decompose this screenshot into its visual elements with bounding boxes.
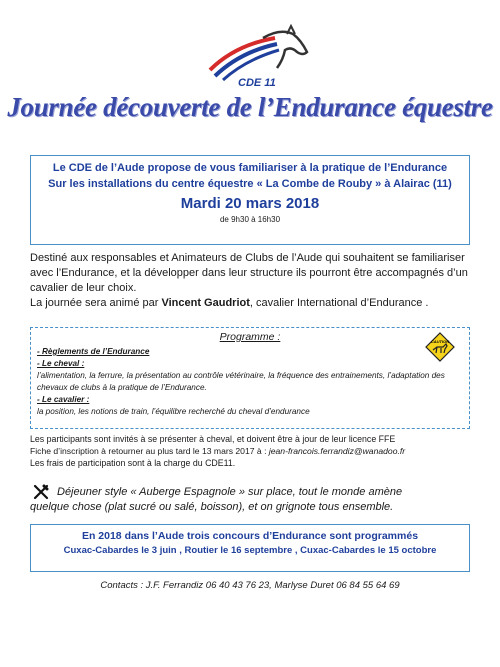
caution-horse-sign-icon [425,332,455,362]
intro-paragraph [30,251,470,311]
programme-horse-details: l’alimentation, la ferrure, la présentation au contrôle vétérinaire, la fréquence des entrainements, l’adaptation des chevaux de clubs à la pratique de l’Endurance. [37,371,445,392]
programme-item-horse: - Le cheval : [37,359,85,368]
participants-line-1: Les participants sont invités à se présenter à cheval, et doivent être à jour de leur licence FFE [30,434,396,444]
info-line-2: Sur les installations du centre équestre « La Combe de Rouby » à Alairac (11) [48,178,452,190]
concours-title: En 2018 dans l’Aude trois concours d’Endurance sont programmés [81,530,419,542]
intro-animator-line [30,296,470,311]
animator-prefix: La journée sera animé par [30,297,162,309]
concours-details: Cuxac-Cabardes le 3 juin , Routier le 16 septembre , Cuxac-Cabardes le 15 octobre [63,545,437,556]
participants-line-2 [30,445,475,457]
programme-item-rules: - Règlements de l’Endurance [37,347,150,356]
event-hours: de 9h30 à 16h30 [219,215,281,224]
registration-text: Fiche d’inscription à retourner au plus tard le 13 mars 2017 à : [30,446,269,456]
lunch-line-2: quelque chose (plat sucré ou salé, boisson), et on grignote tous ensemble. [30,501,394,513]
intro-text: Destiné aux responsables et Animateurs de Clubs de l’Aude qui souhaitent se familiariser avec l’Endurance, et la développer dans leur structure ils pourront être accompagnés d’un cavalier de leur choix. [30,252,468,294]
programme-title: Programme : [219,331,281,343]
event-date: Mardi 20 mars 2018 [180,195,320,212]
programme-rider-details: la position, les notions de train, l’équilibre recherché du cheval d’endurance [37,407,310,416]
lunch-info [30,485,475,515]
programme-item-rider: - Le cavalier : [37,395,90,404]
participants-info [30,433,475,469]
page-title: Journée découverte de l’Endurance équestre [7,92,493,122]
lunch-line-1: Déjeuner style « Auberge Espagnole » sur place, tout le monde amène [57,486,403,498]
concours-box [30,524,470,572]
animator-suffix: , cavalier International d’Endurance . [249,297,429,309]
contact-email-link[interactable]: jean-francois.ferrandiz@wanadoo.fr [268,446,406,456]
logo-label: CDE 11 [238,77,276,89]
contacts-line: Contacts : J.F. Ferrandiz 06 40 43 76 23, Marlyse Duret 06 84 55 64 69 [100,580,400,591]
info-line-1: Le CDE de l’Aude propose de vous familiariser à la pratique de l’Endurance [52,162,448,174]
caution-label: CAUTION [430,339,450,344]
animator-name: Vincent Gaudriot [161,297,250,309]
event-info-box [30,155,470,245]
participants-line-3: Les frais de participation sont à la charge du CDE11. [30,458,236,468]
programme-box [30,327,470,429]
